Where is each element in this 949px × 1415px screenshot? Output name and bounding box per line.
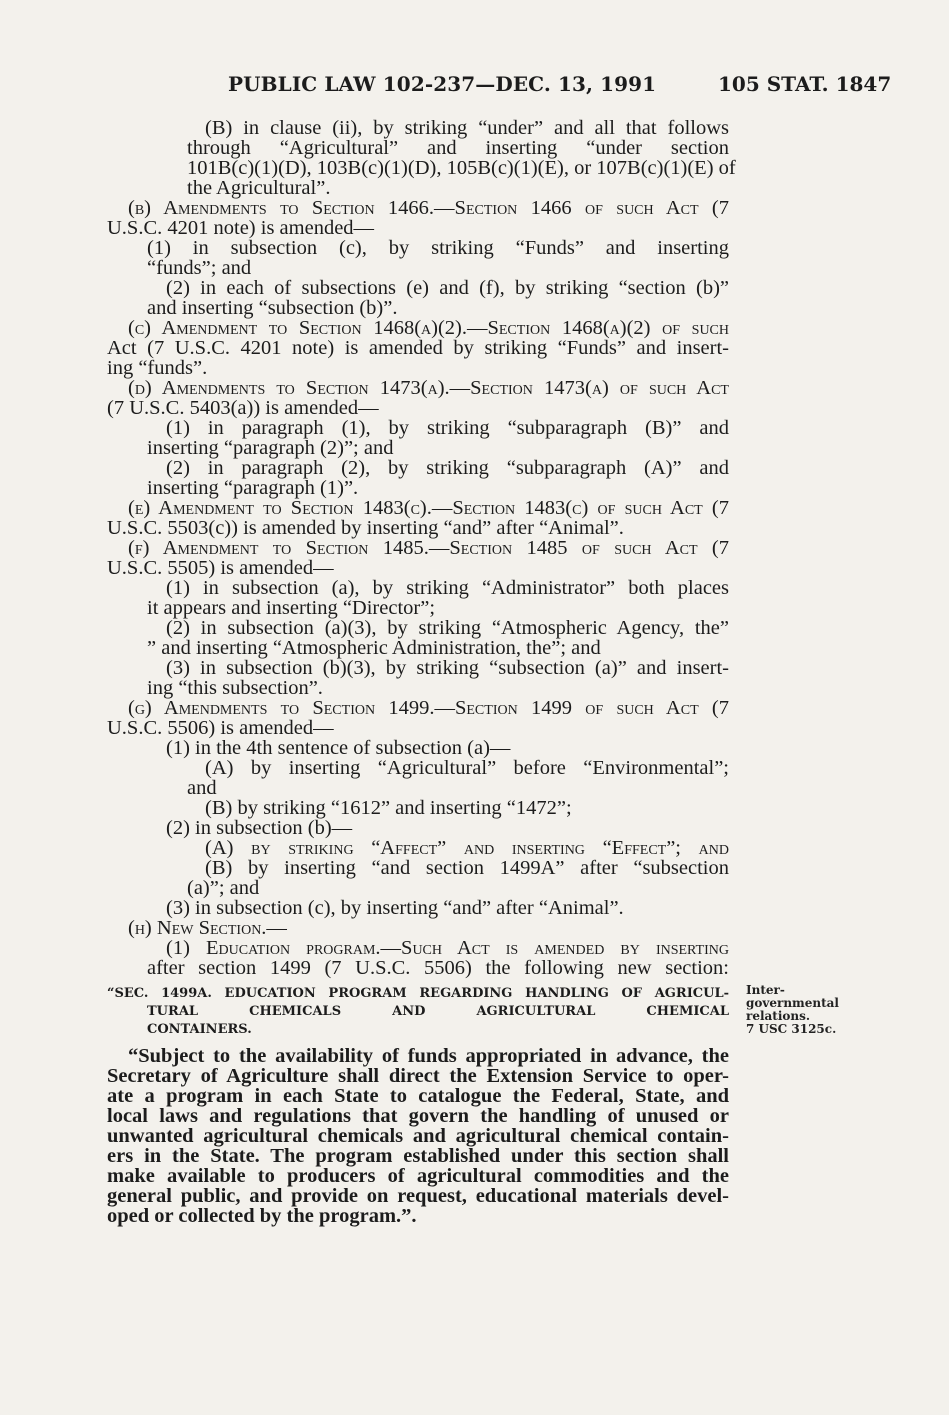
page-header-title: PUBLIC LAW 102-237—DEC. 13, 1991 — [228, 72, 657, 96]
text-line: (B) by inserting “and section 1499A” after “subsection — [205, 857, 729, 879]
text-line: (c) Amendment to Section 1468(a)(2).—Section 1468(a)(2) of such — [128, 317, 729, 339]
text-line: (g) Amendments to Section 1499.—Section 1499 of such Act (7 — [128, 697, 729, 719]
text-line: (3) in subsection (c), by inserting “and” after “Animal”. — [166, 897, 624, 919]
text-line: and inserting “subsection (b)”. — [147, 297, 398, 319]
text-line: U.S.C. 5503(c)) is amended by inserting “and” after “Animal”. — [107, 517, 624, 539]
section-heading-line: TURAL CHEMICALS AND AGRICULTURAL CHEMICAL — [147, 1004, 729, 1019]
text-line: (A) by striking “Affect” and inserting “Effect”; and — [205, 837, 729, 859]
text-line: (1) Education program.—Such Act is amended by inserting — [166, 937, 729, 959]
text-line: ” and inserting “Atmospheric Administration, the”; and — [147, 637, 601, 659]
text-line: through “Agricultural” and inserting “under section — [187, 137, 729, 159]
text-line: (e) Amendment to Section 1483(c).—Section 1483(c) of such Act (7 — [128, 497, 730, 519]
text-line: (a)”; and — [187, 877, 260, 899]
paragraph-line: local laws and regulations that govern the handling of unused or — [107, 1105, 729, 1127]
text-line: (B) by striking “1612” and inserting “1472”; — [205, 797, 572, 819]
text-line: (2) in subsection (b)— — [166, 817, 353, 839]
paragraph-line: general public, and provide on request, educational materials devel- — [107, 1185, 729, 1207]
paragraph-line: Secretary of Agriculture shall direct the Extension Service to oper- — [107, 1065, 729, 1087]
text-line: (3) in subsection (b)(3), by striking “subsection (a)” and insert- — [166, 657, 729, 679]
text-line: (2) in subsection (a)(3), by striking “Atmospheric Agency, the” — [166, 617, 729, 639]
text-line: ing “this subsection”. — [147, 677, 323, 699]
paragraph-line: “Subject to the availability of funds appropriated in advance, the — [128, 1045, 729, 1067]
text-line: the Agricultural”. — [187, 177, 331, 199]
text-line: “funds”; and — [147, 257, 252, 279]
paragraph-line: make available to producers of agricultural commodities and the — [107, 1165, 729, 1187]
text-line: it appears and inserting “Director”; — [147, 597, 436, 619]
text-line: (d) Amendments to Section 1473(a).—Section 1473(a) of such Act — [128, 377, 729, 399]
text-line: U.S.C. 4201 note) is amended— — [107, 217, 375, 239]
text-line: (2) in each of subsections (e) and (f), by striking “section (b)” — [166, 277, 729, 299]
paragraph-line: oped or collected by the program.”. — [107, 1205, 417, 1227]
paragraph-line: ate a program in each State to catalogue the Federal, State, and — [107, 1085, 729, 1107]
margin-note-line: governmental — [746, 996, 839, 1010]
text-line: ing “funds”. — [107, 357, 208, 379]
text-line: (1) in the 4th sentence of subsection (a)— — [166, 737, 511, 759]
paragraph-line: unwanted agricultural chemicals and agricultural chemical contain- — [107, 1125, 729, 1147]
text-line: (1) in paragraph (1), by striking “subparagraph (B)” and — [166, 417, 729, 439]
text-line: inserting “paragraph (1)”. — [147, 477, 359, 499]
text-line: U.S.C. 5505) is amended— — [107, 557, 334, 579]
text-line: (h) New Section.— — [128, 917, 287, 939]
text-line: (2) in paragraph (2), by striking “subparagraph (A)” and — [166, 457, 729, 479]
text-line: (7 U.S.C. 5403(a)) is amended— — [107, 397, 379, 419]
margin-note-line: 7 USC 3125c. — [746, 1022, 837, 1036]
section-heading-line: CONTAINERS. — [147, 1022, 252, 1037]
page-number: 105 STAT. 1847 — [718, 72, 892, 96]
text-line: (1) in subsection (a), by striking “Administrator” both places — [166, 577, 729, 599]
text-line: and — [187, 777, 217, 799]
text-line: U.S.C. 5506) is amended— — [107, 717, 334, 739]
text-line: (B) in clause (ii), by striking “under” and all that follows — [205, 117, 729, 139]
section-heading-line: “SEC. 1499A. EDUCATION PROGRAM REGARDING HANDLING OF AGRICUL- — [107, 986, 729, 1001]
text-line: after section 1499 (7 U.S.C. 5506) the following new section: — [147, 957, 729, 979]
text-line: 101B(c)(1)(D), 103B(c)(1)(D), 105B(c)(1)(E), or 107B(c)(1)(E) of — [187, 157, 736, 179]
text-line: (b) Amendments to Section 1466.—Section 1466 of such Act (7 — [128, 197, 729, 219]
text-line: (f) Amendment to Section 1485.—Section 1485 of such Act (7 — [128, 537, 729, 559]
text-line: Act (7 U.S.C. 4201 note) is amended by striking “Funds” and insert- — [107, 337, 729, 359]
margin-note-line: Inter- — [746, 983, 785, 997]
margin-note — [746, 984, 839, 1036]
text-line: inserting “paragraph (2)”; and — [147, 437, 394, 459]
margin-note-line: relations. — [746, 1009, 811, 1023]
text-line: (A) by inserting “Agricultural” before “Environmental”; — [205, 757, 729, 779]
text-line: (1) in subsection (c), by striking “Funds” and inserting — [147, 237, 729, 259]
paragraph-line: ers in the State. The program established under this section shall — [107, 1145, 729, 1167]
